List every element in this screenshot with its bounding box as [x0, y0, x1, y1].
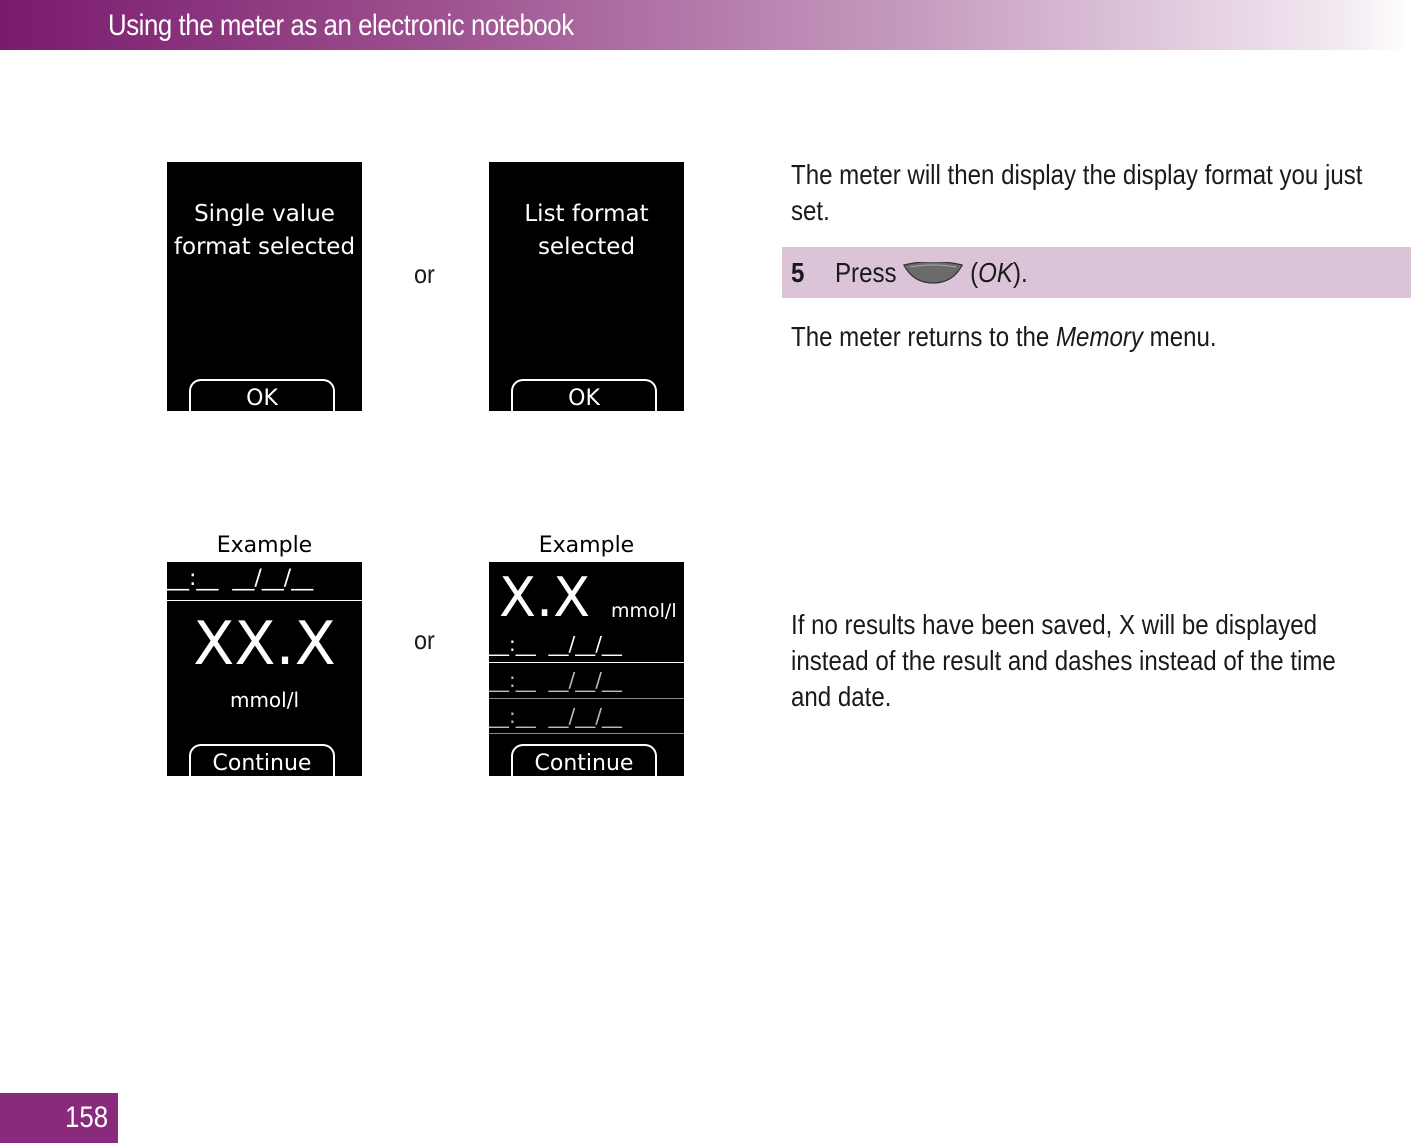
meter-screen-list-format: [489, 162, 684, 411]
page-number: 158: [64, 1101, 108, 1134]
ok-label: OK: [978, 257, 1013, 288]
divider: [167, 600, 362, 601]
screen-ok-button: OK: [189, 379, 335, 411]
meter-screen-single-value: [167, 162, 362, 411]
step-instruction: [835, 257, 1028, 289]
para2-prefix: The meter returns to the: [791, 321, 1057, 352]
list-row: __:__ __/__/__: [489, 704, 622, 728]
screen-title-band: Example: [489, 528, 684, 562]
screen-text-line1: List format: [524, 201, 649, 227]
screen-text-line1: Single value: [194, 201, 335, 227]
result-unit: mmol/l: [611, 600, 677, 622]
divider: [489, 698, 684, 699]
step-press-word: Press: [835, 257, 897, 288]
or-separator: or: [414, 625, 435, 655]
header-bar: [0, 0, 1411, 50]
instruction-paragraph-3: If no results have been saved, X will be displayed instead of the result and dashes instead of the time and date.: [791, 609, 1336, 712]
result-value: X.X: [499, 566, 591, 629]
or-separator: or: [414, 259, 435, 289]
screen-title-band: Example: [167, 528, 362, 562]
screen-continue-button: Continue: [511, 744, 657, 776]
screen-ok-button: OK: [511, 379, 657, 411]
result-unit: mmol/l: [229, 688, 300, 712]
list-row: __:__ __/__/__: [489, 632, 622, 656]
list-row: __:__ __/__/__: [489, 668, 622, 692]
screen-text-line2: selected: [537, 234, 636, 260]
step-number: 5: [791, 257, 805, 288]
instruction-paragraph-1: The meter will then display the display format you just set.: [791, 159, 1363, 226]
result-value: XX.X: [193, 609, 336, 679]
ok-button-icon: [903, 262, 963, 284]
time-date-placeholder: __:__ __/__/__: [167, 566, 314, 591]
instruction-paragraph-2: [791, 319, 1393, 355]
step-close-paren: ).: [1012, 257, 1028, 288]
memory-menu-name: Memory: [1056, 321, 1143, 352]
screen-text-line2: format selected: [173, 234, 356, 260]
divider: [489, 662, 684, 663]
para2-suffix: menu.: [1142, 321, 1217, 352]
page-number-tab: [0, 1093, 118, 1143]
step-5-bar: [782, 247, 1411, 298]
divider: [489, 733, 684, 734]
meter-screen-single-example: [167, 528, 362, 776]
screen-continue-button: Continue: [189, 744, 335, 776]
meter-screen-list-example: [489, 528, 684, 776]
page-header-title: Using the meter as an electronic notebook: [108, 9, 574, 42]
step-open-paren: (: [970, 257, 979, 288]
